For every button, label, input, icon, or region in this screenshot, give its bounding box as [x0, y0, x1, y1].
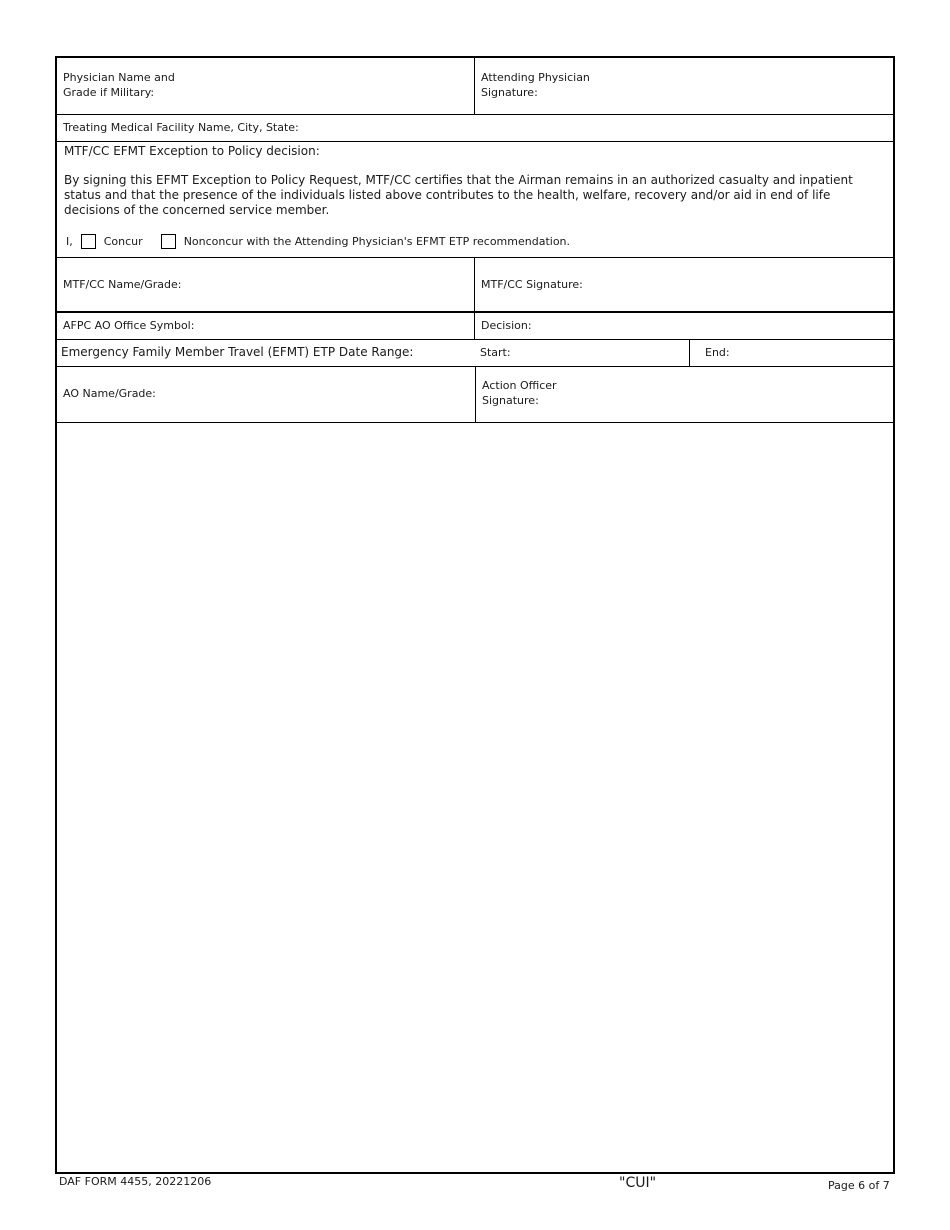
start-date-field[interactable]: [474, 340, 689, 366]
action-officer-label-line2: Signature:: [482, 394, 539, 407]
ao-name-label: AO Name/Grade:: [63, 387, 156, 400]
afpc-office-symbol-label: AFPC AO Office Symbol:: [63, 319, 195, 332]
form-frame: [55, 56, 895, 1174]
date-range-label: Emergency Family Member Travel (EFMT) ETP Date Range:: [61, 345, 414, 359]
action-officer-label-line1: Action Officer: [482, 379, 557, 392]
physician-name-label-line2: Grade if Military:: [63, 86, 155, 99]
blank-form-area: [57, 423, 893, 1172]
action-officer-signature-field[interactable]: [475, 367, 893, 422]
physician-row: [57, 58, 893, 115]
end-label: End:: [705, 346, 730, 359]
start-label: Start:: [480, 346, 511, 359]
nonconcur-label: Nonconcur with the Attending Physician's EFMT ETP recommendation.: [183, 234, 571, 248]
concur-checkbox[interactable]: [81, 234, 96, 249]
nonconcur-checkbox[interactable]: [161, 234, 176, 249]
ao-row: [57, 367, 893, 423]
efmt-decision-section: [57, 142, 893, 258]
efmt-decision-title: MTF/CC EFMT Exception to Policy decision:: [64, 144, 320, 158]
decision-label: Decision:: [481, 319, 532, 332]
date-range-label-cell: [57, 340, 474, 366]
treating-facility-label: Treating Medical Facility Name, City, State:: [63, 121, 299, 134]
decision-field[interactable]: [474, 313, 893, 339]
decision-prefix: I,: [66, 234, 73, 248]
classification-marking: "CUI": [619, 1175, 657, 1191]
treating-facility-row: [57, 115, 893, 142]
mtf-cc-signature-label: MTF/CC Signature:: [481, 278, 583, 291]
ao-name-field[interactable]: [57, 367, 475, 422]
physician-name-label-line1: Physician Name and: [63, 71, 175, 84]
attending-physician-signature-field[interactable]: [474, 58, 893, 114]
afpc-row: [57, 313, 893, 340]
physician-name-field[interactable]: [57, 58, 474, 114]
page-number: Page 6 of 7: [828, 1179, 890, 1192]
date-range-row: [57, 340, 893, 367]
mtf-cc-name-label: MTF/CC Name/Grade:: [63, 278, 182, 291]
efmt-certification-text: By signing this EFMT Exception to Policy Request, MTF/CC certifies that the Airman remains in an authorized casualty and inpatient status and that the presence of the individuals listed above contributes to the health, welfare, recovery and/or aid in end of life decisions of the concerned service member.: [64, 173, 853, 217]
mtf-cc-row: [57, 258, 893, 313]
end-date-field[interactable]: [689, 340, 893, 366]
form-id: DAF FORM 4455, 20221206: [59, 1175, 212, 1188]
afpc-office-symbol-field[interactable]: [57, 313, 474, 339]
treating-facility-field[interactable]: [57, 115, 893, 141]
decision-line: [66, 232, 570, 250]
attending-signature-label-line1: Attending Physician: [481, 71, 590, 84]
attending-signature-label-line2: Signature:: [481, 86, 538, 99]
mtf-cc-signature-field[interactable]: [474, 258, 893, 311]
concur-label: Concur: [103, 234, 143, 248]
mtf-cc-name-field[interactable]: [57, 258, 474, 311]
